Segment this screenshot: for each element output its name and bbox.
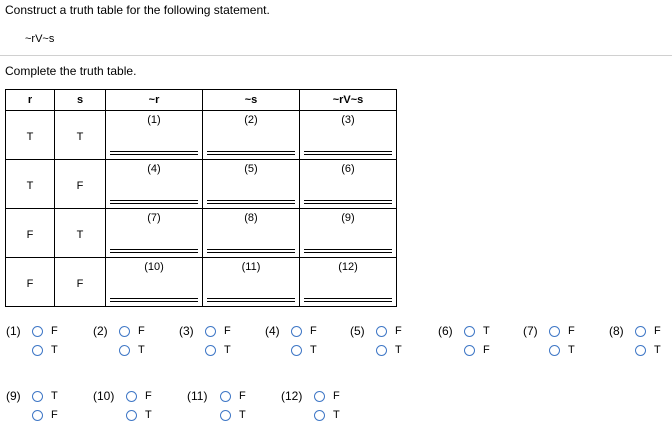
radio-button[interactable] xyxy=(32,345,43,356)
radio-option[interactable]: T xyxy=(32,389,58,403)
cell-r: F xyxy=(6,209,55,258)
radio-button[interactable] xyxy=(32,391,43,402)
radio-button[interactable] xyxy=(464,345,475,356)
radio-option[interactable]: F xyxy=(32,324,58,338)
header-not-r: ~r xyxy=(106,90,203,111)
radio-button[interactable] xyxy=(635,345,646,356)
radio-button[interactable] xyxy=(314,410,325,421)
radio-option[interactable]: T xyxy=(291,343,317,357)
radio-button[interactable] xyxy=(205,326,216,337)
radio-option[interactable]: F xyxy=(220,389,246,403)
radio-button[interactable] xyxy=(220,391,231,402)
radio-button[interactable] xyxy=(32,410,43,421)
radio-option[interactable]: F xyxy=(291,324,317,338)
instruction-text: Complete the truth table. xyxy=(5,64,137,78)
radio-button[interactable] xyxy=(291,345,302,356)
table-row xyxy=(6,258,397,307)
choice-number: (5) xyxy=(350,324,365,338)
radio-option[interactable]: F xyxy=(549,324,575,338)
radio-button[interactable] xyxy=(314,391,325,402)
radio-option[interactable]: T xyxy=(376,343,402,357)
cell-r: F xyxy=(6,258,55,307)
answer-cell[interactable]: (6) xyxy=(300,160,397,209)
answer-cell[interactable]: (3) xyxy=(300,111,397,160)
radio-button[interactable] xyxy=(205,345,216,356)
radio-option[interactable]: F xyxy=(205,324,231,338)
radio-option[interactable]: T xyxy=(119,343,145,357)
choice-number: (3) xyxy=(179,324,194,338)
cell-s: F xyxy=(55,160,106,209)
radio-option[interactable]: F xyxy=(119,324,145,338)
radio-option[interactable]: F xyxy=(464,343,490,357)
radio-option[interactable]: F xyxy=(314,389,340,403)
radio-option[interactable]: T xyxy=(464,324,490,338)
choice-number: (1) xyxy=(6,324,21,338)
choice-number: (2) xyxy=(93,324,108,338)
table-row xyxy=(6,160,397,209)
answer-cell[interactable]: (8) xyxy=(203,209,300,258)
choice-number: (9) xyxy=(6,389,21,403)
radio-option[interactable]: T xyxy=(635,343,661,357)
answer-cell[interactable]: (11) xyxy=(203,258,300,307)
cell-s: T xyxy=(55,209,106,258)
header-r: r xyxy=(6,90,55,111)
statement-text: ~rV~s xyxy=(25,33,55,45)
choice-number: (11) xyxy=(187,389,208,403)
answer-cell[interactable]: (12) xyxy=(300,258,397,307)
radio-button[interactable] xyxy=(635,326,646,337)
radio-button[interactable] xyxy=(376,326,387,337)
truth-table xyxy=(5,89,397,307)
table-header-row xyxy=(6,90,397,111)
radio-button[interactable] xyxy=(119,345,130,356)
radio-button[interactable] xyxy=(126,391,137,402)
radio-option[interactable]: T xyxy=(314,408,340,422)
header-not-r-or-not-s: ~rV~s xyxy=(300,90,397,111)
cell-r: T xyxy=(6,111,55,160)
cell-r: T xyxy=(6,160,55,209)
choice-number: (8) xyxy=(609,324,624,338)
choice-number: (4) xyxy=(265,324,280,338)
answer-cell[interactable]: (4) xyxy=(106,160,203,209)
question-title: Construct a truth table for the following statement. xyxy=(5,3,270,17)
radio-option[interactable]: T xyxy=(32,343,58,357)
table-row xyxy=(6,111,397,160)
choice-number: (7) xyxy=(523,324,538,338)
radio-button[interactable] xyxy=(220,410,231,421)
radio-button[interactable] xyxy=(549,345,560,356)
choice-number: (6) xyxy=(438,324,453,338)
radio-button[interactable] xyxy=(126,410,137,421)
answer-cell[interactable]: (5) xyxy=(203,160,300,209)
radio-button[interactable] xyxy=(549,326,560,337)
radio-button[interactable] xyxy=(119,326,130,337)
radio-button[interactable] xyxy=(464,326,475,337)
radio-option[interactable]: T xyxy=(126,408,152,422)
choice-number: (12) xyxy=(281,389,303,403)
table-row xyxy=(6,209,397,258)
divider xyxy=(0,55,672,56)
cell-s: F xyxy=(55,258,106,307)
radio-option[interactable]: F xyxy=(376,324,402,338)
header-s: s xyxy=(55,90,106,111)
choice-number: (10) xyxy=(93,389,115,403)
cell-s: T xyxy=(55,111,106,160)
answer-cell[interactable]: (1) xyxy=(106,111,203,160)
answer-cell[interactable]: (10) xyxy=(106,258,203,307)
radio-option[interactable]: T xyxy=(205,343,231,357)
answer-cell[interactable]: (2) xyxy=(203,111,300,160)
radio-button[interactable] xyxy=(32,326,43,337)
radio-button[interactable] xyxy=(376,345,387,356)
header-not-s: ~s xyxy=(203,90,300,111)
answer-cell[interactable]: (7) xyxy=(106,209,203,258)
radio-option[interactable]: T xyxy=(220,408,246,422)
radio-option[interactable]: F xyxy=(635,324,661,338)
radio-option[interactable]: F xyxy=(126,389,152,403)
radio-button[interactable] xyxy=(291,326,302,337)
answer-cell[interactable]: (9) xyxy=(300,209,397,258)
radio-option[interactable]: T xyxy=(549,343,575,357)
radio-option[interactable]: F xyxy=(32,408,58,422)
